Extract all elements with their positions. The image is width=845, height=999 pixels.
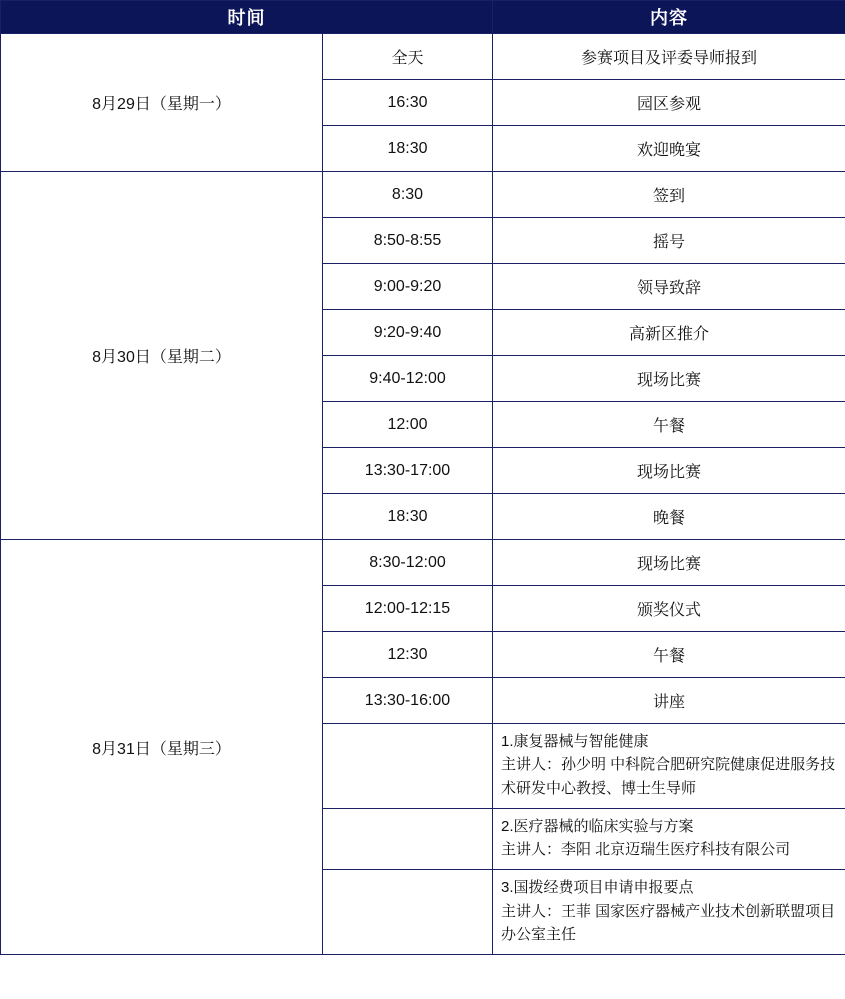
- time-cell: 9:40-12:00: [323, 356, 493, 402]
- content-cell: 晚餐: [493, 494, 845, 540]
- time-cell: 8:50-8:55: [323, 218, 493, 264]
- lecture-title: 1.康复器械与智能健康: [501, 733, 649, 750]
- date-cell-day1: 8月29日（星期一）: [1, 34, 323, 172]
- table-body: [1, 34, 845, 955]
- content-cell: 颁奖仪式: [493, 586, 845, 632]
- content-cell: 高新区推介: [493, 310, 845, 356]
- time-cell: [323, 870, 493, 955]
- content-cell-lecture: [493, 870, 845, 955]
- time-cell: 12:00-12:15: [323, 586, 493, 632]
- time-cell: 18:30: [323, 126, 493, 172]
- header-row: [1, 1, 845, 34]
- lecture-title: 2.医疗器械的临床实验与方案: [501, 817, 694, 835]
- table-row: [1, 172, 845, 218]
- time-cell: [323, 724, 493, 809]
- content-cell: 现场比赛: [493, 448, 845, 494]
- lecture-speaker: 主讲人：李阳 北京迈瑞生医疗科技有限公司: [501, 841, 791, 858]
- content-cell: 午餐: [493, 632, 845, 678]
- time-cell: 13:30-17:00: [323, 448, 493, 494]
- content-cell: 参赛项目及评委导师报到: [493, 34, 845, 80]
- content-cell: 园区参观: [493, 80, 845, 126]
- content-cell-lecture: [493, 724, 845, 809]
- table-header: [1, 1, 845, 34]
- time-cell: 18:30: [323, 494, 493, 540]
- table-row: [1, 34, 845, 80]
- time-cell: 12:30: [323, 632, 493, 678]
- lecture-title: 3.国拨经费项目申请申报要点: [501, 879, 694, 897]
- time-cell: 9:00-9:20: [323, 264, 493, 310]
- content-cell: 领导致辞: [493, 264, 845, 310]
- header-time: 时间: [1, 1, 493, 34]
- content-cell: 摇号: [493, 218, 845, 264]
- time-cell: 全天: [323, 34, 493, 80]
- content-cell: 现场比赛: [493, 540, 845, 586]
- table-row: [1, 540, 845, 586]
- time-cell: 8:30-12:00: [323, 540, 493, 586]
- date-cell-day2: 8月30日（星期二）: [1, 172, 323, 540]
- time-cell: 13:30-16:00: [323, 678, 493, 724]
- time-cell: 9:20-9:40: [323, 310, 493, 356]
- content-cell: 签到: [493, 172, 845, 218]
- time-cell: 16:30: [323, 80, 493, 126]
- content-cell: 现场比赛: [493, 356, 845, 402]
- header-content: 内容: [493, 1, 845, 34]
- date-cell-day3: 8月31日（星期三）: [1, 540, 323, 955]
- lecture-speaker: 主讲人：孙少明 中科院合肥研究院健康促进服务技术研发中心教授、博士生导师: [501, 756, 836, 797]
- content-cell: 午餐: [493, 402, 845, 448]
- content-cell-lecture: [493, 808, 845, 870]
- time-cell: [323, 808, 493, 870]
- time-cell: 12:00: [323, 402, 493, 448]
- content-cell: 欢迎晚宴: [493, 126, 845, 172]
- time-cell: 8:30: [323, 172, 493, 218]
- lecture-speaker: 主讲人：王菲 国家医疗器械产业技术创新联盟项目 办公室主任: [501, 902, 836, 943]
- content-cell: 讲座: [493, 678, 845, 724]
